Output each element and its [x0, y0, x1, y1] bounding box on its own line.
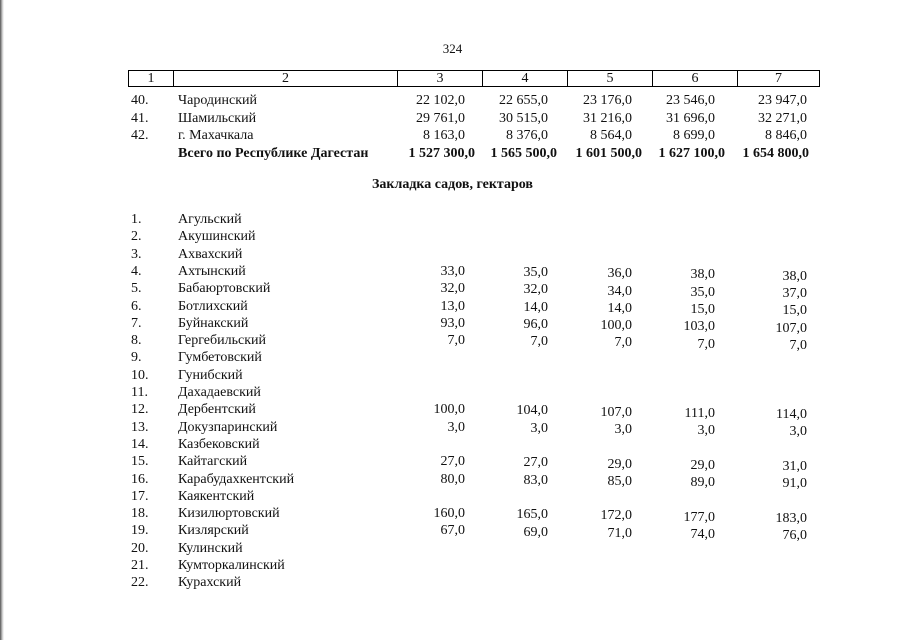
value-col3: 33,0: [440, 263, 465, 279]
column-header-3: 3: [398, 71, 483, 87]
value-col5: 172,0: [600, 508, 632, 524]
table-row: [0, 401, 905, 423]
district-name: Буйнакский: [178, 315, 249, 331]
table-row: [0, 228, 905, 245]
value-col6: 7,0: [697, 336, 715, 352]
table-row: [0, 367, 905, 384]
value-col6: 89,0: [690, 475, 715, 491]
district-name: Казбековский: [178, 436, 260, 452]
total-col5: 1 601 500,0: [575, 146, 642, 161]
value-col7: 3,0: [789, 424, 807, 440]
row-number: 11.: [131, 385, 148, 400]
value-col5: 14,0: [607, 300, 632, 316]
value-col6: 23 546,0: [666, 93, 715, 108]
value-col6: 31 696,0: [666, 111, 715, 126]
total-col6: 1 627 100,0: [658, 146, 725, 161]
value-col4: 35,0: [523, 265, 548, 281]
value-col7: 15,0: [782, 303, 807, 319]
district-name: Карабудахкентский: [178, 471, 295, 487]
district-name: Чародинский: [178, 93, 258, 108]
value-col5: 3,0: [614, 421, 632, 437]
value-col4: 104,0: [516, 403, 548, 419]
value-col7: 91,0: [782, 476, 807, 492]
table-row: [0, 127, 905, 144]
value-col5: 34,0: [607, 283, 632, 299]
table-row: [0, 557, 905, 574]
page-number: 324: [442, 41, 463, 56]
value-col5: 100,0: [600, 318, 632, 334]
value-col4: 3,0: [530, 420, 548, 436]
row-number: 19.: [131, 523, 149, 539]
value-col7: 114,0: [776, 407, 807, 423]
column-header-2: 2: [174, 71, 398, 87]
table-row: [0, 488, 905, 505]
district-name: Дербентский: [178, 402, 256, 418]
value-col3: 67,0: [440, 523, 465, 539]
district-name: Кайтагский: [178, 454, 248, 470]
row-number: 9.: [131, 350, 142, 366]
total-col7: 1 654 800,0: [742, 146, 809, 161]
district-name: Акушинский: [178, 229, 256, 245]
column-header-1: 1: [129, 71, 174, 87]
table-row: [0, 505, 905, 526]
district-name: Кизлярский: [178, 523, 249, 539]
value-col7: 76,0: [782, 528, 807, 544]
value-col5: 7,0: [614, 335, 632, 351]
value-col4: 165,0: [516, 507, 548, 523]
value-col3: 32,0: [440, 281, 465, 297]
value-col6: 15,0: [690, 302, 715, 318]
row-number: 6.: [131, 298, 142, 314]
value-col3: 100,0: [433, 402, 465, 418]
district-name: Дахадаевский: [178, 385, 261, 400]
table-row: [0, 522, 905, 544]
table-row: [0, 280, 905, 301]
column-header-5: 5: [568, 71, 653, 87]
row-number: 40.: [131, 93, 149, 108]
row-number: 14.: [131, 436, 149, 452]
district-name: Кумторкалинский: [178, 558, 285, 573]
value-col4: 7,0: [530, 334, 548, 350]
table-row: [0, 384, 905, 401]
row-number: 15.: [131, 454, 149, 470]
column-header-4: 4: [483, 71, 568, 87]
section-title: Закладка садов, гектаров: [372, 177, 533, 192]
table-row: [0, 453, 905, 474]
value-col7: 183,0: [775, 510, 807, 526]
row-number: 10.: [131, 367, 149, 383]
district-name: Гумбетовский: [178, 350, 262, 366]
value-col4: 32,0: [523, 282, 548, 298]
row-number: 8.: [131, 333, 142, 349]
value-col6: 3,0: [697, 423, 715, 439]
column-header-row: [129, 71, 820, 87]
value-col4: 96,0: [523, 316, 548, 332]
row-number: 21.: [131, 558, 149, 573]
value-col3: 22 102,0: [416, 93, 465, 108]
value-col5: 36,0: [607, 266, 632, 282]
row-number: 22.: [131, 575, 149, 591]
row-number: 3.: [131, 246, 142, 262]
table-row: [0, 419, 905, 440]
value-col7: 38,0: [782, 268, 807, 284]
district-name: Каякентский: [178, 488, 255, 504]
value-col5: 85,0: [607, 473, 632, 489]
row-number: 18.: [131, 506, 149, 522]
value-col7: 8 846,0: [765, 128, 807, 143]
row-number: 1.: [131, 212, 142, 227]
row-number: 13.: [131, 419, 149, 435]
row-number: 17.: [131, 488, 149, 504]
value-col6: 8 699,0: [673, 128, 715, 143]
value-col4: 83,0: [523, 472, 548, 488]
table-row: [0, 263, 905, 284]
value-col3: 8 163,0: [423, 128, 465, 143]
value-col5: 107,0: [600, 404, 632, 420]
value-col4: 30 515,0: [499, 111, 548, 126]
row-number: 41.: [131, 111, 149, 126]
value-col4: 22 655,0: [499, 93, 548, 108]
table-row: [0, 540, 905, 557]
value-col5: 71,0: [607, 525, 632, 541]
value-col3: 80,0: [440, 471, 465, 487]
value-col3: 93,0: [440, 315, 465, 331]
value-col5: 29,0: [607, 456, 632, 472]
table-row: [0, 110, 905, 127]
row-number: 5.: [131, 281, 142, 297]
total-row: [0, 145, 905, 162]
table-row: [0, 92, 905, 109]
district-name: Кулинский: [178, 540, 243, 556]
total-col4: 1 565 500,0: [490, 146, 557, 161]
district-name: Докузпаринский: [178, 419, 278, 435]
value-col6: 29,0: [690, 457, 715, 473]
row-number: 4.: [131, 263, 142, 279]
value-col3: 160,0: [433, 506, 465, 522]
district-name: Ахвахский: [178, 246, 243, 262]
row-number: 16.: [131, 471, 149, 487]
district-name: Гергебильский: [178, 333, 266, 349]
table-row: [0, 574, 905, 591]
value-col6: 111,0: [684, 405, 715, 421]
value-col3: 7,0: [447, 333, 465, 349]
district-name: Гунибский: [178, 367, 243, 383]
district-name: Кизилюртовский: [178, 506, 280, 522]
value-col6: 38,0: [690, 267, 715, 283]
value-col5: 23 176,0: [583, 93, 632, 108]
total-label: Всего по Республике Дагестан: [178, 146, 369, 161]
table-row: [0, 349, 905, 366]
value-col7: 31,0: [782, 458, 807, 474]
value-col5: 31 216,0: [583, 111, 632, 126]
value-col4: 69,0: [523, 524, 548, 540]
value-col4: 14,0: [523, 299, 548, 315]
value-col6: 74,0: [690, 526, 715, 542]
value-col7: 37,0: [782, 285, 807, 301]
district-name: Ахтынский: [178, 263, 246, 279]
value-col3: 27,0: [440, 454, 465, 470]
district-name: Агульский: [178, 212, 242, 227]
district-name: г. Махачкала: [178, 128, 254, 143]
value-col4: 8 376,0: [506, 128, 548, 143]
row-number: 12.: [131, 402, 149, 418]
row-number: 2.: [131, 229, 142, 245]
value-col7: 23 947,0: [758, 93, 807, 108]
district-name: Шамильский: [178, 111, 257, 126]
table-row: [0, 246, 905, 263]
value-col6: 35,0: [690, 284, 715, 300]
total-col3: 1 527 300,0: [408, 146, 475, 161]
column-header-7: 7: [738, 71, 820, 87]
district-name: Бабаюртовский: [178, 281, 271, 297]
value-col4: 27,0: [523, 455, 548, 471]
district-name: Курахский: [178, 575, 242, 591]
table-row: [0, 298, 905, 319]
value-col7: 107,0: [775, 320, 807, 336]
value-col6: 103,0: [683, 319, 715, 335]
value-col3: 29 761,0: [416, 111, 465, 126]
value-col7: 32 271,0: [758, 111, 807, 126]
value-col6: 177,0: [683, 509, 715, 525]
column-header-table: [128, 70, 820, 87]
row-number: 7.: [131, 315, 142, 331]
district-name: Ботлихский: [178, 298, 248, 314]
value-col7: 7,0: [789, 337, 807, 353]
table-row: [0, 315, 905, 336]
column-header-6: 6: [653, 71, 738, 87]
value-col3: 3,0: [447, 419, 465, 435]
row-number: 42.: [131, 128, 149, 143]
row-number: 20.: [131, 540, 149, 556]
value-col5: 8 564,0: [590, 128, 632, 143]
table-row: [0, 211, 905, 228]
value-col3: 13,0: [440, 298, 465, 314]
table-row: [0, 471, 905, 492]
table-row: [0, 332, 905, 353]
table-row: [0, 436, 905, 453]
